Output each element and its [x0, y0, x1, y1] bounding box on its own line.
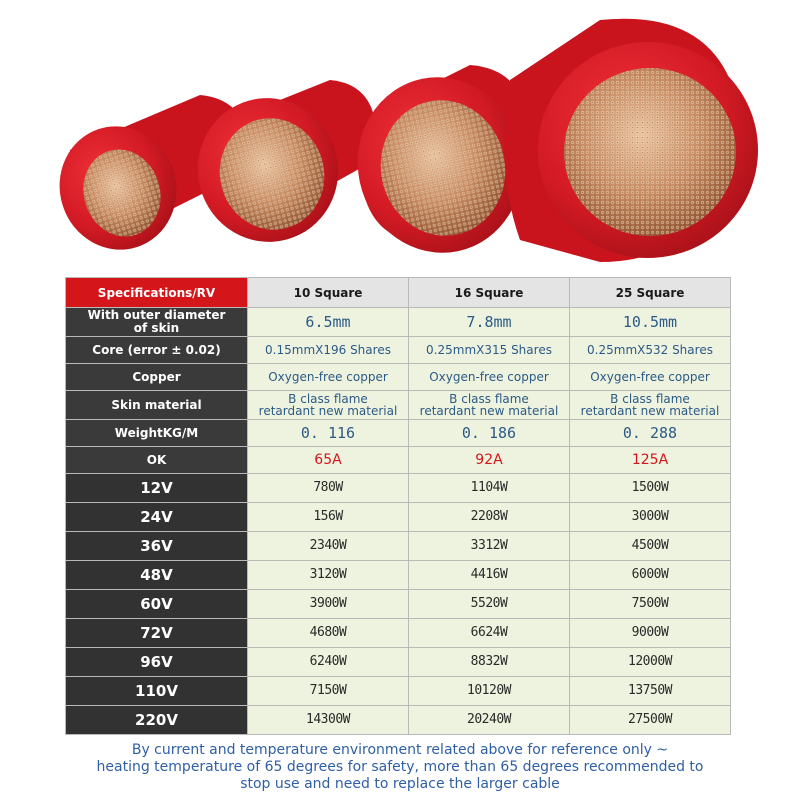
row-label: 12V [66, 474, 248, 503]
row-label: 60V [66, 590, 248, 619]
table-cell: 3900W [248, 590, 409, 619]
table-cell: 1104W [409, 474, 570, 503]
table-body [66, 308, 731, 735]
table-row [66, 474, 731, 503]
table-row [66, 391, 731, 420]
table-cell: 156W [248, 503, 409, 532]
table-row [66, 677, 731, 706]
table-cell: 2340W [248, 532, 409, 561]
table-cell: 2208W [409, 503, 570, 532]
table-row [66, 308, 731, 337]
table-cell: Oxygen-free copper [570, 364, 731, 391]
row-label: 48V [66, 561, 248, 590]
row-label: 96V [66, 648, 248, 677]
table-cell: 7150W [248, 677, 409, 706]
table-cell: 65A [248, 447, 409, 474]
table-row [66, 648, 731, 677]
reference-note [0, 742, 800, 793]
table-cell: 6624W [409, 619, 570, 648]
table-cell: 10120W [409, 677, 570, 706]
table-row [66, 420, 731, 447]
row-label: 24V [66, 503, 248, 532]
table-row [66, 503, 731, 532]
row-label: 220V [66, 706, 248, 735]
row-label: 72V [66, 619, 248, 648]
table-cell: B class flame retardant new material [248, 391, 409, 420]
table-cell: 4500W [570, 532, 731, 561]
column-header: 16 Square [409, 278, 570, 308]
table-row [66, 364, 731, 391]
row-label: Core (error ± 0.02) [66, 337, 248, 364]
table-cell: 27500W [570, 706, 731, 735]
table-cell: 0.25mmX315 Shares [409, 337, 570, 364]
table-row [66, 590, 731, 619]
corner-header: Specifications/RV [66, 278, 248, 308]
table-cell: 7500W [570, 590, 731, 619]
table-cell: 7.8mm [409, 308, 570, 337]
table-cell: 6.5mm [248, 308, 409, 337]
table-cell: B class flame retardant new material [570, 391, 731, 420]
table-cell: 8832W [409, 648, 570, 677]
table-cell: Oxygen-free copper [409, 364, 570, 391]
cable-large [504, 19, 758, 262]
column-header: 25 Square [570, 278, 731, 308]
note-line: heating temperature of 65 degrees for safety, more than 65 degrees recommended to [96, 759, 704, 775]
row-label: With outer diameter of skin [66, 308, 248, 337]
cable-photo [0, 0, 800, 270]
table-cell: 3000W [570, 503, 731, 532]
table-cell: 9000W [570, 619, 731, 648]
note-line: By current and temperature environment related above for reference only ~ [131, 742, 669, 758]
table-cell: 4416W [409, 561, 570, 590]
table-cell: 0.25mmX532 Shares [570, 337, 731, 364]
table-cell: 20240W [409, 706, 570, 735]
table-cell: 13750W [570, 677, 731, 706]
table-cell: 6240W [248, 648, 409, 677]
table-header-row [66, 278, 731, 308]
table-cell: 0. 288 [570, 420, 731, 447]
table-cell: 0. 186 [409, 420, 570, 447]
note-line: stop use and need to replace the larger cable [240, 776, 560, 792]
table-row [66, 447, 731, 474]
table-cell: Oxygen-free copper [248, 364, 409, 391]
table-row [66, 532, 731, 561]
table-row [66, 619, 731, 648]
table-cell: 92A [409, 447, 570, 474]
table-cell: 780W [248, 474, 409, 503]
table-cell: 3312W [409, 532, 570, 561]
column-header: 10 Square [248, 278, 409, 308]
table-cell: 10.5mm [570, 308, 731, 337]
row-label: OK [66, 447, 248, 474]
table-cell: 12000W [570, 648, 731, 677]
row-label: 36V [66, 532, 248, 561]
table-cell: 0.15mmX196 Shares [248, 337, 409, 364]
row-label: Skin material [66, 391, 248, 420]
table-cell: B class flame retardant new material [409, 391, 570, 420]
table-row [66, 561, 731, 590]
table-cell: 0. 116 [248, 420, 409, 447]
table-cell: 125A [570, 447, 731, 474]
table-cell: 5520W [409, 590, 570, 619]
spec-table [65, 277, 731, 735]
row-label: Copper [66, 364, 248, 391]
table-cell: 1500W [570, 474, 731, 503]
table-cell: 4680W [248, 619, 409, 648]
table-row [66, 706, 731, 735]
row-label: 110V [66, 677, 248, 706]
cable-cross-section-illustration [0, 0, 800, 270]
row-label: WeightKG/M [66, 420, 248, 447]
table-cell: 14300W [248, 706, 409, 735]
table-row [66, 337, 731, 364]
table-cell: 6000W [570, 561, 731, 590]
table-cell: 3120W [248, 561, 409, 590]
